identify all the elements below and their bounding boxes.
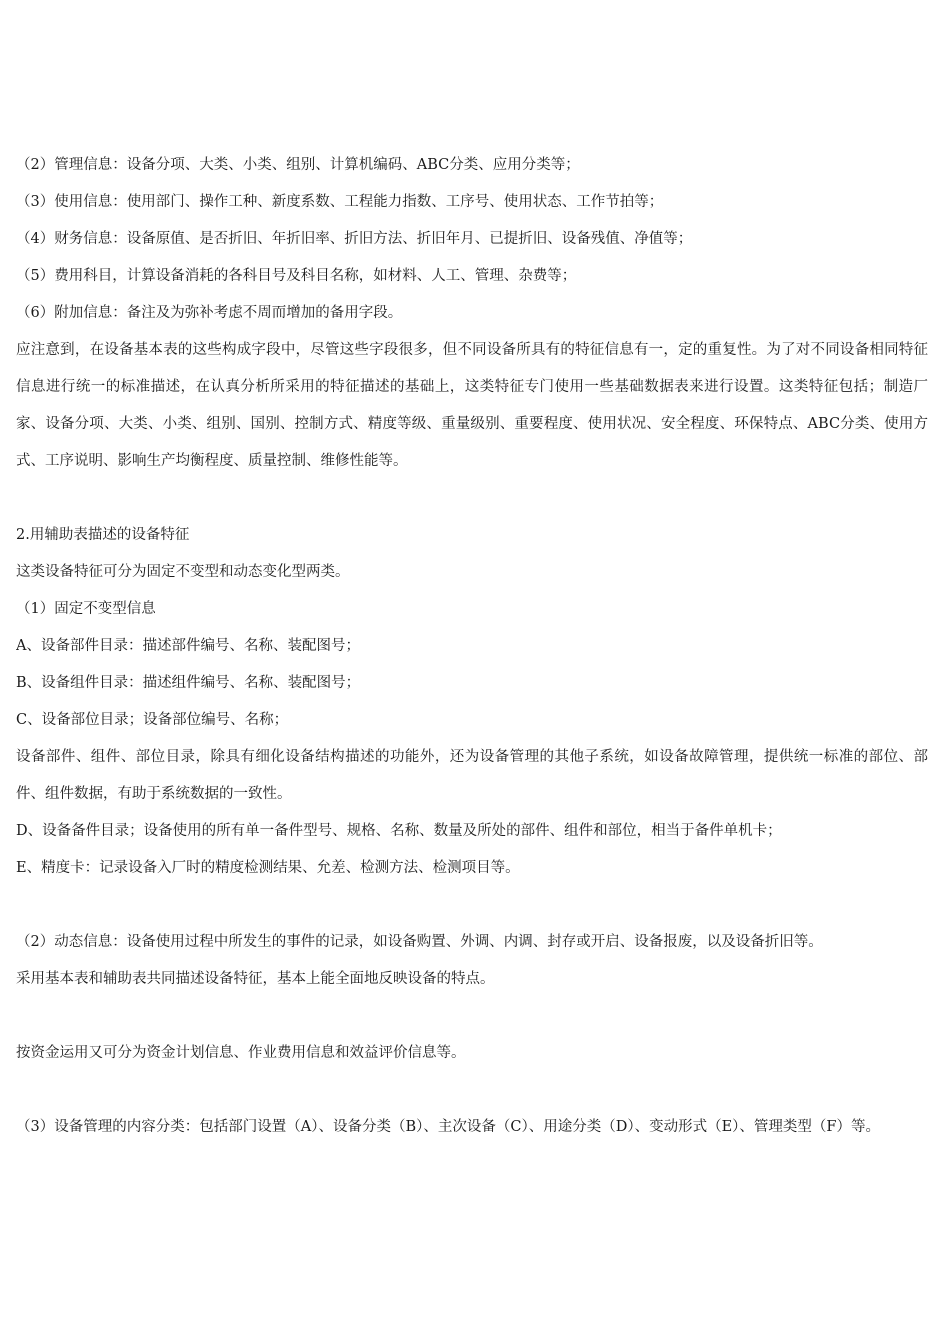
blank-line	[16, 1072, 928, 1109]
summary-line: 采用基本表和辅助表共同描述设备特征，基本上能全面地反映设备的特点。	[16, 971, 495, 987]
note-paragraph: 应注意到，在设备基本表的这些构成字段中，尽管这些字段很多，但不同设备所具有的特征信息有一，定的重复性。为了对不同设备相同特征信息进行统一的标准描述，在认真分析所采用的特征描述的基础上，这类特征专门使用一些基础数据表来进行设置。这类特征包括；制造厂家、设备分项、大类、小类、组别、国别、控制方式、精度等级、重量级别、重要程度、使用状况、安全程度、环保特点、ABC分类、使用方式、工序说明、影响生产均衡程度、质量控制、维修性能等。	[16, 342, 928, 469]
basic-info-item-management: （2）管理信息：设备分项、大类、小类、组别、计算机编码、ABC分类、应用分类等；	[16, 157, 580, 173]
document-body	[16, 147, 928, 1146]
fund-usage-line: 按资金运用又可分为资金计划信息、作业费用信息和效益评价信息等。	[16, 1045, 466, 1061]
blank-line	[16, 998, 928, 1035]
basic-info-item-usage: （3）使用信息：使用部门、操作工种、新度系数、工程能力指数、工序号、使用状态、工作节拍等；	[16, 194, 664, 210]
fixed-item-positions-catalog: C、设备部位目录；设备部位编号、名称；	[16, 712, 289, 728]
section-heading: 2.用辅助表描述的设备特征	[16, 527, 190, 543]
content-classification-paragraph: （3）设备管理的内容分类：包括部门设置（A）、设备分类（B）、主次设备（C）、用途分类（D）、变动形式（E）、管理类型（F）等。	[16, 1119, 880, 1135]
basic-info-item-finance: （4）财务信息：设备原值、是否折旧、年折旧率、折旧方法、折旧年月、已提折旧、设备残值、净值等；	[16, 231, 693, 247]
fixed-item-precision-card: E、精度卡：记录设备入厂时的精度检测结果、允差、检测方法、检测项目等。	[16, 860, 520, 876]
blank-line	[16, 887, 928, 924]
fixed-item-components-catalog: B、设备组件目录：描述组件编号、名称、装配图号；	[16, 675, 361, 691]
blank-line	[16, 480, 928, 517]
dynamic-info-item: （2）动态信息：设备使用过程中所发生的事件的记录，如设备购置、外调、内调、封存或开启、设备报废，以及设备折旧等。	[16, 934, 823, 950]
basic-info-item-additional: （6）附加信息：备注及为弥补考虑不周而增加的备用字段。	[16, 305, 403, 321]
fixed-item-parts-catalog: A、设备部件目录：描述部件编号、名称、装配图号；	[16, 638, 360, 654]
fixed-item-spare-parts: D、设备备件目录；设备使用的所有单一备件型号、规格、名称、数量及所处的部件、组件和部位，相当于备件单机卡；	[16, 823, 782, 839]
fixed-info-paragraph: 设备部件、组件、部位目录，除具有细化设备结构描述的功能外，还为设备管理的其他子系统，如设备故障管理，提供统一标准的部位、部件、组件数据，有助于系统数据的一致性。	[16, 749, 928, 802]
basic-info-item-cost-account: （5）费用科目，计算设备消耗的各科目号及科目名称，如材料、人工、管理、杂费等；	[16, 268, 577, 284]
fixed-info-heading: （1）固定不变型信息	[16, 601, 156, 617]
section-intro: 这类设备特征可分为固定不变型和动态变化型两类。	[16, 564, 350, 580]
